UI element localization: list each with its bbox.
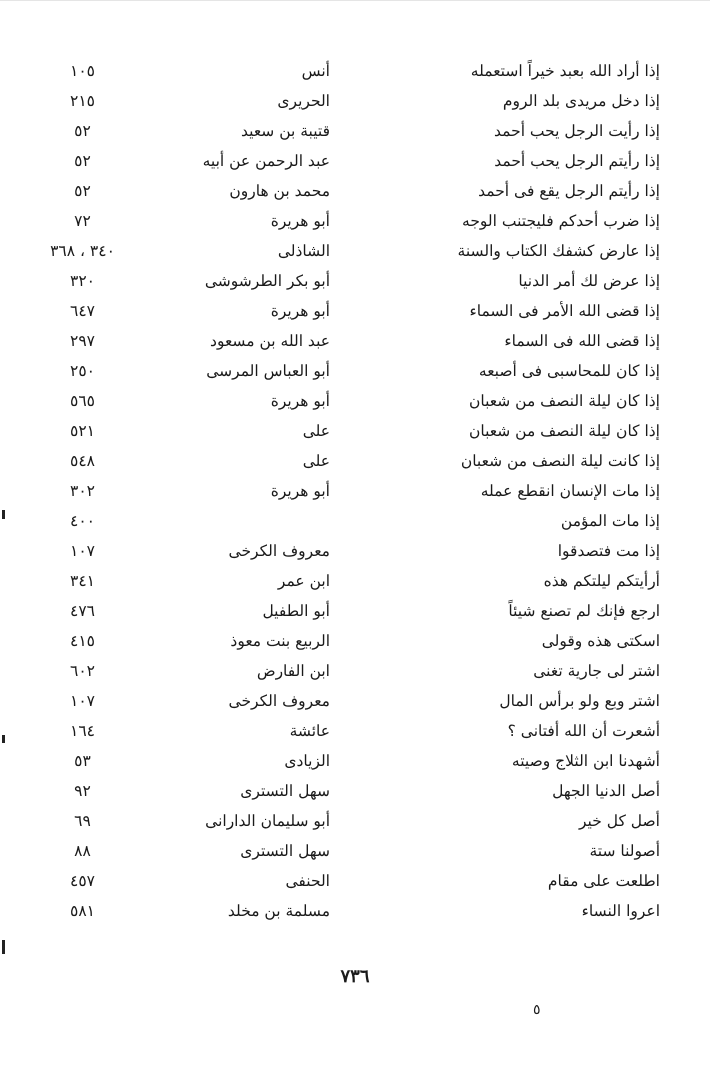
page-reference: ٧٢ bbox=[74, 212, 91, 230]
index-row bbox=[20, 806, 660, 836]
narrator-name: مسلمة بن مخلد bbox=[227, 902, 330, 920]
page-reference: ٥٣ bbox=[74, 752, 91, 770]
hadith-phrase: اشتر وبع ولو برأس المال bbox=[499, 692, 660, 710]
hadith-phrase: إذا عارض كشفك الكتاب والسنة bbox=[457, 242, 660, 260]
page-reference: ٤١٥ bbox=[70, 632, 95, 650]
hadith-phrase: إذا رأيت الرجل يحب أحمد bbox=[494, 122, 660, 140]
index-row bbox=[20, 836, 660, 866]
page-reference: ١٠٥ bbox=[70, 62, 95, 80]
hadith-phrase: إذا قضى الله فى السماء bbox=[504, 332, 660, 350]
index-row bbox=[20, 146, 660, 176]
page-number: ٧٣٦ bbox=[340, 966, 370, 987]
page-reference: ٤٥٧ bbox=[70, 872, 95, 890]
index-row bbox=[20, 236, 660, 266]
hadith-phrase: أصل كل خير bbox=[579, 812, 660, 830]
page-reference: ٦٩ bbox=[74, 812, 91, 830]
narrator-name: معروف الكرخى bbox=[228, 542, 330, 560]
index-row bbox=[20, 326, 660, 356]
index-row bbox=[20, 446, 660, 476]
index-row bbox=[20, 356, 660, 386]
index-row bbox=[20, 206, 660, 236]
index-row bbox=[20, 416, 660, 446]
hadith-phrase: أصولنا ستة bbox=[589, 842, 660, 860]
page-reference: ٥٢ bbox=[74, 152, 91, 170]
hadith-phrase: إذا كان ليلة النصف من شعبان bbox=[468, 392, 660, 410]
hadith-phrase: اشتر لى جارية تغنى bbox=[533, 662, 660, 680]
narrator-name: أبو هريرة bbox=[270, 212, 330, 230]
page-reference: ٦٠٢ bbox=[70, 662, 95, 680]
hadith-phrase: إذا دخل مريدى بلد الروم bbox=[502, 92, 660, 110]
index-row bbox=[20, 296, 660, 326]
hadith-index-table bbox=[20, 56, 660, 926]
narrator-name: أبو سليمان الدارانى bbox=[205, 812, 330, 830]
narrator-name: أبو بكر الطرشوشى bbox=[204, 272, 330, 290]
narrator-name: سهل التسترى bbox=[240, 782, 330, 800]
page-reference: ٦٤٧ bbox=[70, 302, 95, 320]
page-reference: ٢٩٧ bbox=[70, 332, 95, 350]
index-row bbox=[20, 896, 660, 926]
narrator-name: الزيادى bbox=[284, 752, 330, 770]
page-reference: ٨٨ bbox=[74, 842, 91, 860]
page-reference: ٥٢ bbox=[74, 182, 91, 200]
hadith-phrase: إذا مت فتصدقوا bbox=[557, 542, 660, 560]
narrator-name: ابن عمر bbox=[277, 572, 330, 590]
index-row bbox=[20, 596, 660, 626]
index-row bbox=[20, 656, 660, 686]
narrator-name: الحريرى bbox=[277, 92, 330, 110]
index-row bbox=[20, 566, 660, 596]
footer-mark: ٥ bbox=[533, 1002, 541, 1018]
index-row bbox=[20, 626, 660, 656]
page-reference: ٢٥٠ bbox=[70, 362, 95, 380]
narrator-name: الحنفى bbox=[285, 872, 330, 890]
page-reference: ١٠٧ bbox=[70, 542, 95, 560]
hadith-phrase: إذا رأيتم الرجل يحب أحمد bbox=[494, 152, 660, 170]
narrator-name: أبو العباس المرسى bbox=[206, 362, 330, 380]
narrator-name: عبد الرحمن عن أبيه bbox=[202, 152, 330, 170]
hadith-phrase: اعروا النساء bbox=[581, 902, 660, 920]
narrator-name: أبو هريرة bbox=[270, 302, 330, 320]
hadith-phrase: أشهدنا ابن الثلاج وصيته bbox=[511, 752, 660, 770]
page-reference: ٥٦٥ bbox=[70, 392, 95, 410]
page-top-edge bbox=[0, 0, 710, 1]
index-row bbox=[20, 536, 660, 566]
index-row bbox=[20, 56, 660, 86]
hadith-phrase: إذا ضرب أحدكم فليجتنب الوجه bbox=[462, 212, 660, 230]
hadith-phrase: إذا كان ليلة النصف من شعبان bbox=[468, 422, 660, 440]
index-row bbox=[20, 746, 660, 776]
index-row bbox=[20, 686, 660, 716]
index-row bbox=[20, 86, 660, 116]
page-reference: ٩٢ bbox=[74, 782, 91, 800]
page-reference: ٢١٥ bbox=[70, 92, 95, 110]
binding-mark bbox=[2, 735, 5, 743]
page-reference: ٥٢١ bbox=[70, 422, 95, 440]
narrator-name: الشاذلى bbox=[277, 242, 330, 260]
hadith-phrase: إذا عرض لك أمر الدنيا bbox=[518, 272, 660, 290]
page-reference: ١٦٤ bbox=[70, 722, 95, 740]
narrator-name: قتيبة بن سعيد bbox=[241, 122, 330, 140]
narrator-name: عبد الله بن مسعود bbox=[210, 332, 330, 350]
binding-mark bbox=[2, 510, 5, 519]
index-row bbox=[20, 266, 660, 296]
hadith-phrase: إذا كانت ليلة النصف من شعبان bbox=[460, 452, 660, 470]
index-row bbox=[20, 386, 660, 416]
page-reference: ٣٤٠ ، ٣٦٨ bbox=[50, 242, 115, 260]
narrator-name: معروف الكرخى bbox=[228, 692, 330, 710]
index-row bbox=[20, 176, 660, 206]
binding-mark bbox=[2, 940, 5, 954]
narrator-name: سهل التسترى bbox=[240, 842, 330, 860]
hadith-phrase: إذا مات المؤمن bbox=[560, 512, 660, 530]
page-reference: ٣٠٢ bbox=[70, 482, 95, 500]
page-reference: ٥٢ bbox=[74, 122, 91, 140]
narrator-name: محمد بن هارون bbox=[229, 182, 330, 200]
narrator-name: عائشة bbox=[289, 722, 330, 740]
hadith-phrase: إذا قضى الله الأمر فى السماء bbox=[469, 302, 660, 320]
narrator-name: على bbox=[302, 452, 330, 470]
hadith-phrase: اطلعت على مقام bbox=[547, 872, 660, 890]
page-reference: ١٠٧ bbox=[70, 692, 95, 710]
narrator-name: أبو الطفيل bbox=[262, 602, 330, 620]
hadith-phrase: ارجع فإنك لم تصنع شيئاً bbox=[508, 602, 660, 620]
page-reference: ٤٧٦ bbox=[70, 602, 95, 620]
index-row bbox=[20, 776, 660, 806]
hadith-phrase: إذا مات الإنسان انقطع عمله bbox=[480, 482, 660, 500]
page-reference: ٣٤١ bbox=[70, 572, 95, 590]
page-reference: ٣٢٠ bbox=[70, 272, 95, 290]
narrator-name: أنس bbox=[301, 62, 330, 80]
hadith-phrase: إذا أراد الله بعبد خيراً استعمله bbox=[470, 62, 660, 80]
hadith-phrase: أصل الدنيا الجهل bbox=[552, 782, 660, 800]
hadith-phrase: اسكتى هذه وقولى bbox=[541, 632, 660, 650]
hadith-phrase: إذا كان للمحاسبى فى أصبعه bbox=[478, 362, 660, 380]
page-reference: ٥٤٨ bbox=[70, 452, 95, 470]
index-row bbox=[20, 506, 660, 536]
hadith-phrase: إذا رأيتم الرجل يقع فى أحمد bbox=[478, 182, 660, 200]
hadith-phrase: أشعرت أن الله أفتانى ؟ bbox=[507, 722, 660, 740]
narrator-name: ابن الفارض bbox=[256, 662, 330, 680]
index-row bbox=[20, 716, 660, 746]
narrator-name: أبو هريرة bbox=[270, 482, 330, 500]
index-row bbox=[20, 866, 660, 896]
narrator-name: الربيع بنت معوذ bbox=[230, 632, 330, 650]
narrator-name: أبو هريرة bbox=[270, 392, 330, 410]
index-row bbox=[20, 116, 660, 146]
page-reference: ٤٠٠ bbox=[70, 512, 95, 530]
index-row bbox=[20, 476, 660, 506]
narrator-name: على bbox=[302, 422, 330, 440]
page-reference: ٥٨١ bbox=[70, 902, 95, 920]
hadith-phrase: أرأيتكم ليلتكم هذه bbox=[543, 572, 660, 590]
